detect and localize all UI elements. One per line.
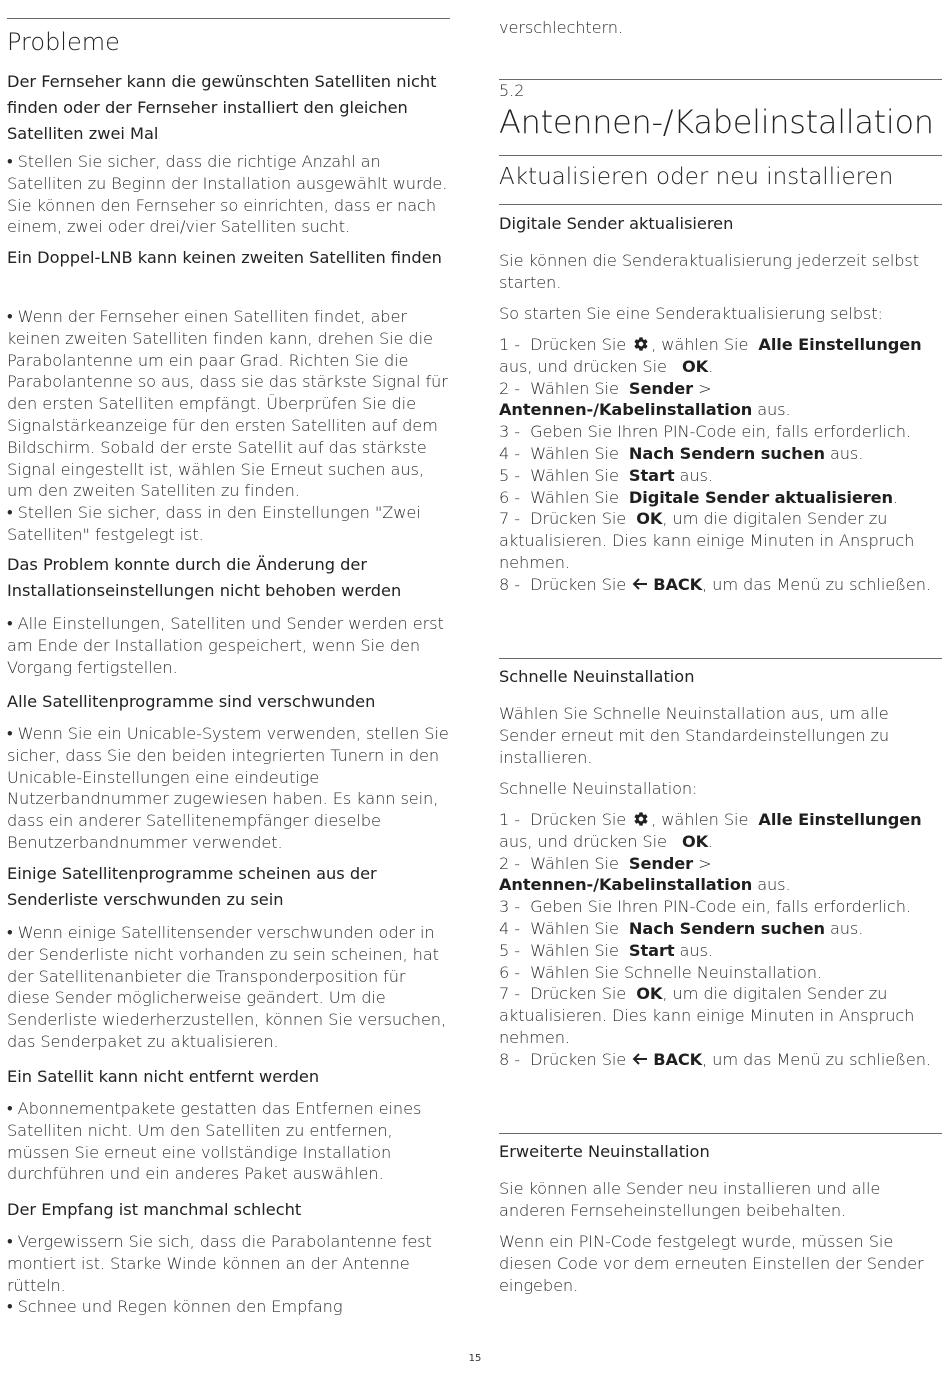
gear-icon (633, 336, 649, 352)
problem-body: • Wenn Sie ein Unicable-System verwenden, stellen Sie sicher, dass Sie den beiden integrierten Tunern in den Unicable-Einstellungen eine eindeutige Nutzerbandnummer zugewiesen haben. Es kann sein, dass ein anderer Satellitenempfänger dieselbe Benutzerbandnummer verwendet. (7, 724, 449, 852)
advanced-paragraph: Wenn ein PIN-Code festgelegt wurde, müssen Sie diesen Code vor dem erneuten Einstellen der Sender eingeben. (499, 1232, 924, 1295)
quick-lead: Schnelle Neuinstallation: (499, 779, 698, 798)
update-steps (499, 334, 942, 596)
back-arrow-icon (631, 577, 649, 591)
step-8: 8 - Drücken Sie BACK, um das Menü zu schließen. (499, 1049, 931, 1069)
problem-body: • Stellen Sie sicher, dass die richtige Anzahl an Satelliten zu Beginn der Installation ausgewählt wurde. Sie können den Fernseher so einrichten, dass er nach einem, zwei oder drei/vier Satelliten sucht. (7, 152, 448, 237)
update-lead: So starten Sie eine Senderaktualisierung selbst: (499, 304, 883, 323)
problem-heading: Das Problem konnte durch die Änderung der Installationseinstellungen nicht behoben werden (7, 555, 402, 600)
step-5: 5 - Wählen Sie Start aus. (499, 940, 713, 960)
step-6: 6 - Wählen Sie Schnelle Neuinstallation. (499, 962, 822, 982)
back-arrow-icon (631, 1052, 649, 1066)
chapter-rule (499, 79, 942, 80)
quick-intro: Wählen Sie Schnelle Neuinstallation aus, um alle Sender erneut mit den Standardeinstellungen zu installieren. (499, 704, 890, 767)
section-rule (499, 204, 942, 205)
step-2: 2 - Wählen Sie Sender > Antennen-/Kabelinstallation aus. (499, 378, 791, 420)
subsection-heading-advanced: Erweiterte Neuinstallation (499, 1142, 710, 1161)
step-3: 3 - Geben Sie Ihren PIN-Code ein, falls erforderlich. (499, 422, 911, 442)
subsection-rule (499, 658, 942, 659)
problem-body: • Abonnementpakete gestatten das Entfernen eines Satelliten nicht. Um den Satelliten zu entfernen, müssen Sie erneut eine vollständige Installation durchführen und ein anderes Paket auswählen. (7, 1099, 422, 1184)
step-1: 1 - Drücken Sie , wählen Sie Alle Einstellungen aus, und drücken Sie OK. (499, 810, 927, 851)
advanced-paragraph: Sie können alle Sender neu installieren und alle anderen Fernseheinstellungen beibehalten. (499, 1179, 881, 1220)
gear-icon (633, 811, 649, 827)
problem-heading: Der Fernseher kann die gewünschten Satelliten nicht finden oder der Fernseher installiert den gleichen Satelliten zwei Mal (7, 72, 437, 143)
page-number: 15 (468, 1353, 482, 1364)
step-2: 2 - Wählen Sie Sender > Antennen-/Kabelinstallation aus. (499, 853, 791, 895)
problem-body: • Vergewissern Sie sich, dass die Parabolantenne fest montiert ist. Starke Winde können an der Antenne rütteln. • Schnee und Regen können den Empfang (7, 1232, 432, 1317)
step-6: 6 - Wählen Sie Digitale Sender aktualisieren. (499, 487, 898, 507)
section-title: Aktualisieren oder neu installieren (499, 164, 894, 190)
step-8: 8 - Drücken Sie BACK, um das Menü zu schließen. (499, 574, 931, 594)
subsection-heading-update: Digitale Sender aktualisieren (499, 214, 734, 233)
problem-body: • Alle Einstellungen, Satelliten und Sender werden erst am Ende der Installation gespeichert, wenn Sie den Vorgang fertigstellen. (7, 614, 444, 677)
step-7: 7 - Drücken Sie OK, um die digitalen Sender zu aktualisieren. Dies kann einige Minuten in Anspruch nehmen. (499, 984, 920, 1047)
step-1: 1 - Drücken Sie , wählen Sie Alle Einstellungen aus, und drücken Sie OK. (499, 335, 927, 376)
subsection-rule (499, 1133, 942, 1134)
quick-steps (499, 809, 942, 1071)
step-4: 4 - Wählen Sie Nach Sendern suchen aus. (499, 443, 864, 463)
step-7: 7 - Drücken Sie OK, um die digitalen Sender zu aktualisieren. Dies kann einige Minuten in Anspruch nehmen. (499, 509, 920, 572)
update-intro: Sie können die Senderaktualisierung jederzeit selbst starten. (499, 251, 919, 292)
problem-heading: Alle Satellitenprogramme sind verschwunden (7, 692, 376, 711)
step-3: 3 - Geben Sie Ihren PIN-Code ein, falls erforderlich. (499, 897, 911, 917)
problem-heading: Einige Satellitenprogramme scheinen aus der Senderliste verschwunden zu sein (7, 864, 377, 909)
problem-body: • Wenn einige Satellitensender verschwunden oder in der Senderliste nicht vorhanden zu sein scheinen, hat der Satellitenanbieter die Transponderposition für diese Sender möglicherweise geändert. Um die Senderliste wiederherzustellen, können Sie versuchen, das Senderpaket zu aktualisieren. (7, 923, 447, 1051)
top-rule (7, 18, 450, 19)
subsection-heading-quick: Schnelle Neuinstallation (499, 667, 695, 686)
problem-body: • Wenn der Fernseher einen Satelliten findet, aber keinen zweiten Satelliten finden kann, drehen Sie die Parabolantenne um ein paar Grad. Richten Sie die Parabolantenne so aus, dass sie das stärkste Signal für den ersten Satelliten empfängt. Überprüfen Sie die Signalstärkeanzeige für den ersten Satelliten auf dem Bildschirm. Sobald der erste Satellit auf das stärkste Signal eingestellt ist, wählen Sie Erneut suchen aus, um den zweiten Satelliten zu finden. • Stellen Sie sicher, dass in den Einstellungen "Zwei Satelliten" festgelegt ist. (7, 307, 448, 544)
step-4: 4 - Wählen Sie Nach Sendern suchen aus. (499, 918, 864, 938)
continuation-text: verschlechtern. (499, 18, 623, 37)
section-title-probleme: Probleme (7, 28, 120, 56)
problem-heading: Der Empfang ist manchmal schlecht (7, 1200, 302, 1219)
problem-heading: Ein Satellit kann nicht entfernt werden (7, 1067, 320, 1086)
chapter-number: 5.2 (499, 81, 525, 100)
chapter-title: Antennen-/Kabelinstallation (499, 103, 934, 141)
section-rule (499, 155, 942, 156)
problem-heading: Ein Doppel-LNB kann keinen zweiten Satelliten finden (7, 248, 442, 267)
step-5: 5 - Wählen Sie Start aus. (499, 465, 713, 485)
